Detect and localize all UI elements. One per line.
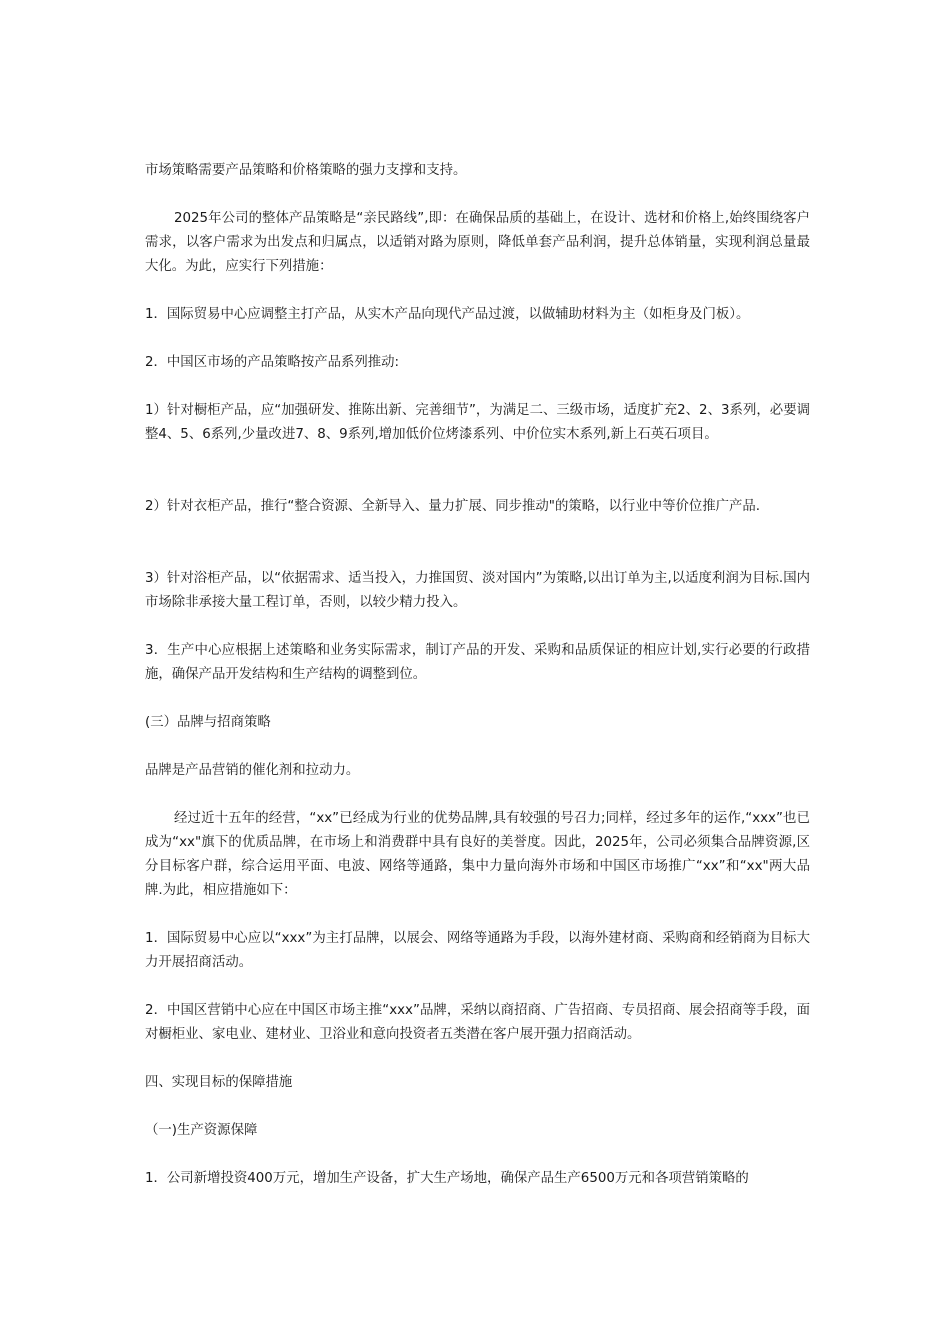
paragraph-brand-history: 经过近十五年的经营，“xx”已经成为行业的优势品牌,具有较强的号召力;同样，经过多年的运作,“xxx”也已成为“xx"旗下的优质品牌，在市场上和消费群中具有良好的美誉度。因此，2025年，公司必须集合品牌资源,区分目标客户群，综合运用平面、电波、网络等通路，集中力量向海外市场和中国区市场推广“xx”和“xx"两大品牌.为此，相应措施如下： <box>145 811 810 898</box>
paragraph-sub-2-wardrobe: 2）针对衣柜产品，推行“整合资源、全新导入、量力扩展、同步推动"的策略，以行业中等价位推广产品. <box>145 499 761 514</box>
paragraph-sub-1-cabinet: 1）针对橱柜产品，应“加强研发、推陈出新、完善细节”，为满足二、三级市场，适度扩充2、2、3系列，必要调整4、5、6系列,少量改进7、8、9系列,增加低价位烤漆系列、中价位实木系列,新上石英石项目。 <box>145 403 810 442</box>
section-heading-production-resources: （一)生产资源保障 <box>145 1123 258 1138</box>
paragraph-market-strategy-support: 市场策略需要产品策略和价格策略的强力支撑和支持。 <box>145 163 467 178</box>
paragraph-brand-item-1: 1．国际贸易中心应以“xxx”为主打品牌，以展会、网络等通路为手段，以海外建材商、采购商和经销商为目标大力开展招商活动。 <box>145 931 810 970</box>
paragraph-item-2-china-market: 2．中国区市场的产品策略按产品系列推动: <box>145 355 400 370</box>
section-heading-brand-strategy: (三）品牌与招商策略 <box>145 715 271 730</box>
paragraph-investment-item-1: 1．公司新增投资400万元，增加生产设备，扩大生产场地，确保产品生产6500万元和各项营销策略的 <box>145 1171 749 1186</box>
paragraph-item-3-production-center: 3．生产中心应根据上述策略和业务实际需求，制订产品的开发、采购和品质保证的相应计划,实行必要的行政措施，确保产品开发结构和生产结构的调整到位。 <box>145 643 810 682</box>
section-heading-guarantee-measures: 四、实现目标的保障措施 <box>145 1075 293 1090</box>
paragraph-brand-item-2: 2．中国区营销中心应在中国区市场主推“xxx”品牌，采纳以商招商、广告招商、专员招商、展会招商等手段，面对橱柜业、家电业、建材业、卫浴业和意向投资者五类潜在客户展开强力招商活动。 <box>145 1003 810 1042</box>
paragraph-sub-3-bath-cabinet: 3）针对浴柜产品，以“依据需求、适当投入，力推国贸、淡对国内”为策略,以出订单为主,以适度利润为目标.国内市场除非承接大量工程订单，否则，以较少精力投入。 <box>145 571 810 610</box>
paragraph-brand-catalyst: 品牌是产品营销的催化剂和拉动力。 <box>145 763 360 778</box>
paragraph-product-strategy-2025: 2025年公司的整体产品策略是“亲民路线”,即：在确保品质的基础上，在设计、选材和价格上,始终围绕客户需求，以客户需求为出发点和归属点，以适销对路为原则，降低单套产品利润，提升总体销量，实现利润总量最大化。为此，应实行下列措施： <box>145 211 810 274</box>
paragraph-item-1-international-trade: 1．国际贸易中心应调整主打产品，从实木产品向现代产品过渡，以做辅助材料为主（如柜身及门板）。 <box>145 307 750 322</box>
